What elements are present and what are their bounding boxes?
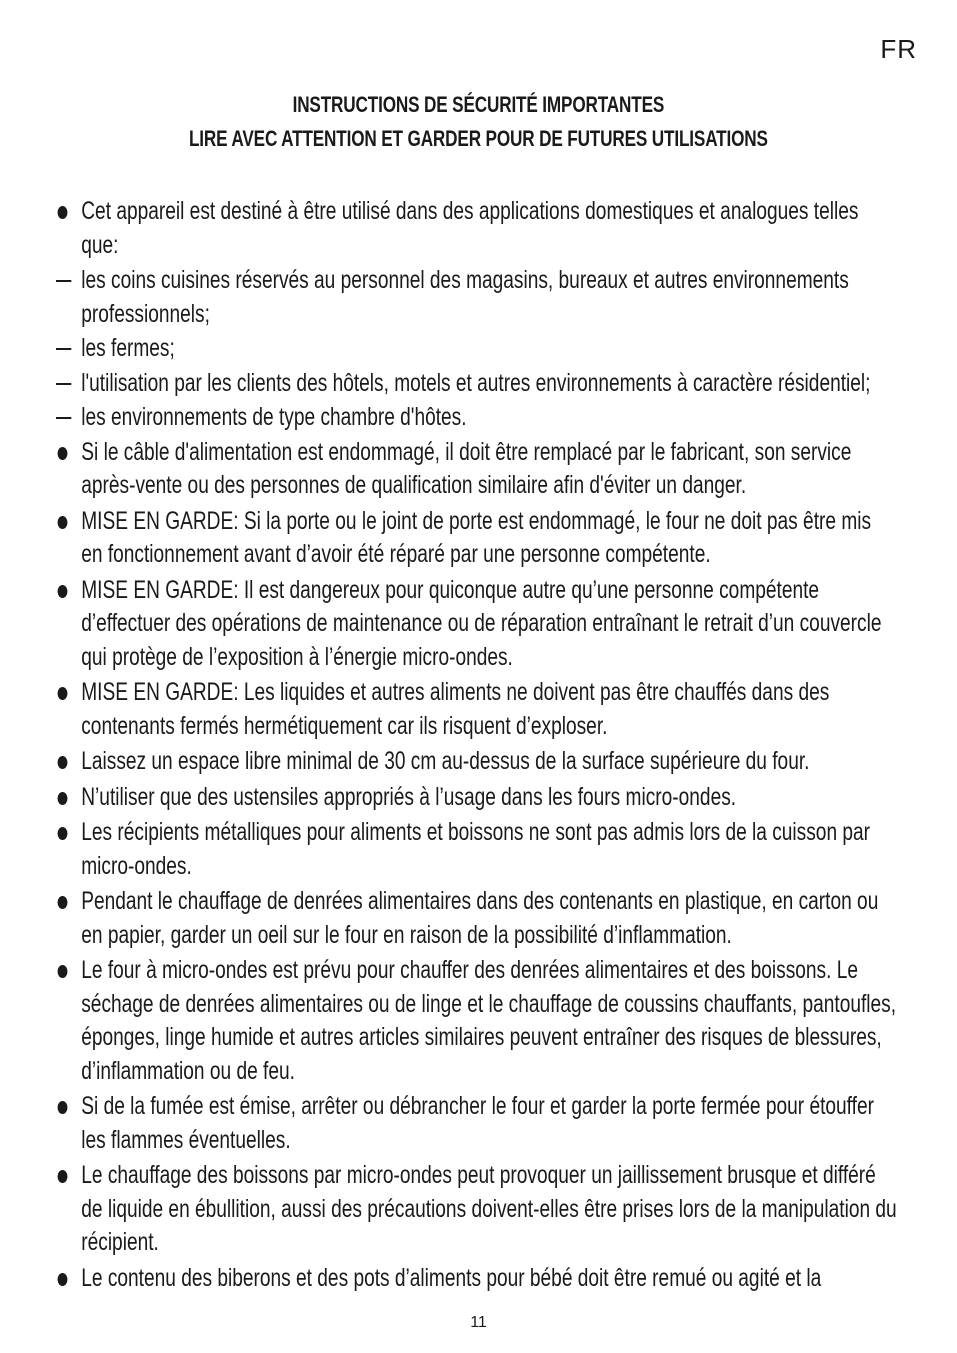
list-item-text: N’utiliser que des ustensiles appropriés à l’usage dans les fours micro-ondes. [81,782,737,811]
list-item [56,781,898,815]
list-item [56,1090,898,1157]
page-number: 11 [470,1314,487,1331]
list-item-text: Si le câble d'alimentation est endommagé, il doit être remplacé par le fabricant, son service après-vente ou des personnes de qualification similaire afin d'éviter un danger. [81,437,852,499]
list-item [56,264,898,331]
language-code: FR [880,34,917,64]
list-item-text: MISE EN GARDE: Il est dangereux pour quiconque autre qu’une personne compétente d’effectuer des opérations de maintenance ou de réparation entraînant le retrait d’un couvercle qui protège de l’exposition à l’énergie micro-ondes. [81,575,882,671]
list-item-text: MISE EN GARDE: Les liquides et autres aliments ne doivent pas être chauffés dans des contenants fermés hermétiquement car ils risquent d’exploser. [81,678,830,740]
list-item [56,1262,898,1296]
list-item-text: Le contenu des biberons et des pots d’aliments pour bébé doit être remué ou agité et la [81,1263,822,1292]
list-item-text: Les récipients métalliques pour aliments et boissons ne sont pas admis lors de la cuisson par micro-ondes. [81,818,871,880]
list-item [56,332,898,366]
list-item-text: MISE EN GARDE: Si la porte ou le joint de porte est endommagé, le four ne doit pas être mis en fonctionnement avant d’avoir été réparé par une personne compétente. [81,506,872,568]
list-item [56,745,898,779]
list-item [56,676,898,743]
list-item-text: Pendant le chauffage de denrées alimentaires dans des contenants en plastique, en carton ou en papier, garder un oeil sur le four en raison de la possibilité d’inflammation. [81,887,879,949]
list-item-text: Si de la fumée est émise, arrêter ou débrancher le four et garder la porte fermée pour étouffer les flammes éventuelles. [81,1092,874,1154]
list-item-text: les coins cuisines réservés au personnel des magasins, bureaux et autres environnements professionnels; [81,266,849,328]
safety-instructions-list [56,195,898,1297]
title-line-1: INSTRUCTIONS DE SÉCURITÉ IMPORTANTES [292,92,665,117]
list-item-text: Le chauffage des boissons par micro-ondes peut provoquer un jaillissement brusque et différé de liquide en ébullition, aussi des précautions doivent-elles être prises lors de la manipulation du récipient. [81,1161,897,1256]
list-item-text: les environnements de type chambre d'hôtes. [81,403,467,431]
list-item [56,401,898,435]
list-item [56,885,898,952]
list-item-text: Laissez un espace libre minimal de 30 cm au-dessus de la surface supérieure du four. [81,747,810,775]
list-item [56,195,898,262]
list-item [56,954,898,1088]
list-item-text: Le four à micro-ondes est prévu pour chauffer des denrées alimentaires et des boissons. Le séchage de denrées alimentaires ou de linge et le chauffage de coussins chauffants, pantoufles, éponges, linge humide et autres articles similaires peuvent entraîner des risques de blessures, d’inflammation ou de feu. [81,956,897,1085]
list-item-text: l'utilisation par les clients des hôtels, motels et autres environnements à caractère résidentiel; [81,368,871,397]
list-item [56,367,898,401]
list-item [56,574,898,675]
page-title [105,88,851,156]
list-item [56,436,898,503]
list-item [56,1159,898,1260]
list-item-text: les fermes; [81,334,175,362]
list-item-text: Cet appareil est destiné à être utilisé dans des applications domestiques et analogues telles que: [81,197,859,259]
title-line-2: LIRE AVEC ATTENTION ET GARDER POUR DE FUTURES UTILISATIONS [188,126,768,151]
list-item [56,816,898,883]
list-item [56,505,898,572]
